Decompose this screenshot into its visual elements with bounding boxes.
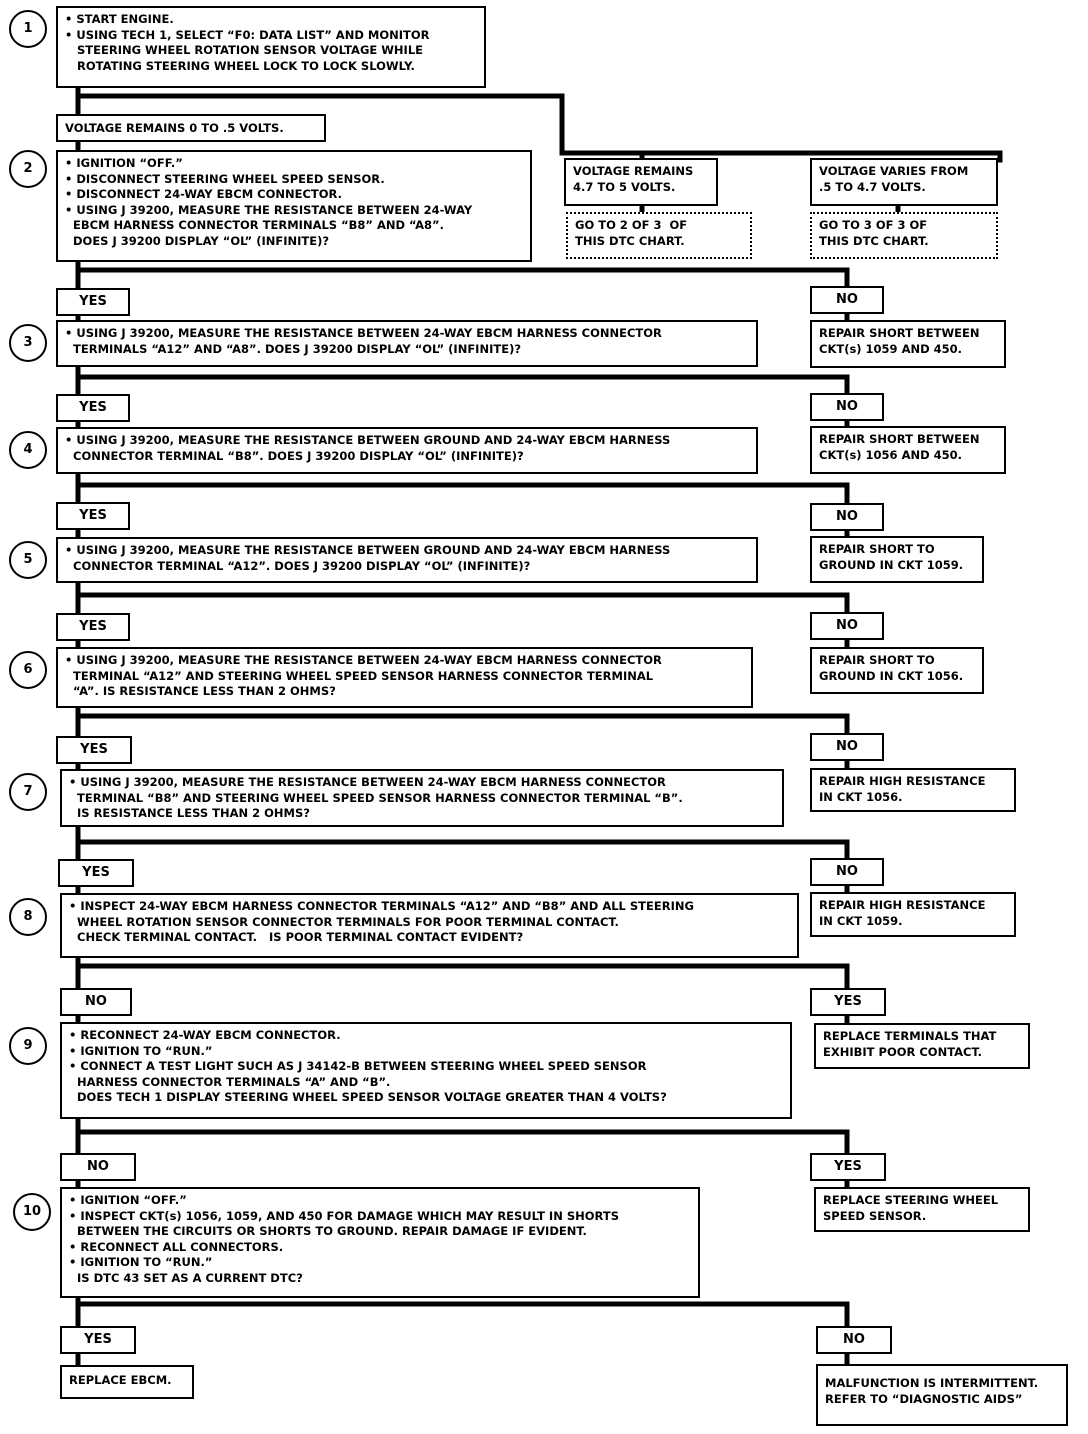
no-label-6: NO [810, 733, 884, 761]
outcome-step10-yes: REPLACE EBCM. [60, 1365, 194, 1399]
step-1-box: • START ENGINE. • USING TECH 1, SELECT “F0: DATA LIST” AND MONITOR STEERING WHEEL ROTATION SENSOR VOLTAGE WHILE ROTATING STEERING WHEEL LOCK TO LOCK SLOWLY. [56, 6, 486, 88]
step-number-2: 2 [9, 150, 47, 188]
outcome-step7-no: REPAIR HIGH RESISTANCE IN CKT 1059. [810, 892, 1016, 937]
no-label-4: NO [810, 503, 884, 531]
step-number-1: 1 [9, 10, 47, 48]
no-label-5: NO [810, 612, 884, 640]
outcome-step3-no: REPAIR SHORT BETWEEN CKT(s) 1056 AND 450. [810, 426, 1006, 474]
yes-label-2: YES [56, 288, 130, 316]
no-label-9: NO [60, 1153, 136, 1181]
yes-label-3: YES [56, 394, 130, 422]
outcome-step2-no: REPAIR SHORT BETWEEN CKT(s) 1059 AND 450. [810, 320, 1006, 368]
no-label-8: NO [60, 988, 132, 1016]
yes-label-6: YES [56, 736, 132, 764]
yes-label-7: YES [58, 859, 134, 887]
outcome-step5-no: REPAIR SHORT TO GROUND IN CKT 1056. [810, 647, 984, 694]
step-number-3: 3 [9, 324, 47, 362]
step-9-box: • RECONNECT 24-WAY EBCM CONNECTOR. • IGNITION TO “RUN.” • CONNECT A TEST LIGHT SUCH AS J 34142-B BETWEEN STEERING WHEEL SPEED SENSOR HARNESS CONNECTOR TERMINALS “A” AND “B”. DOES TECH 1 DISPLAY STEERING WHEEL SPEED SENSOR VOLTAGE GREATER THAN 4 VOLTS? [60, 1022, 792, 1119]
outcome-step9-yes: REPLACE STEERING WHEEL SPEED SENSOR. [814, 1187, 1030, 1232]
outcome-step6-no: REPAIR HIGH RESISTANCE IN CKT 1056. [810, 768, 1016, 812]
step-2-box: • IGNITION “OFF.” • DISCONNECT STEERING WHEEL SPEED SENSOR. • DISCONNECT 24-WAY EBCM CONNECTOR. • USING J 39200, MEASURE THE RESISTANCE BETWEEN 24-WAY EBCM HARNESS CONNECTOR TERMINALS “B8” AND “A8”. DOES J 39200 DISPLAY “OL” (INFINITE)? [56, 150, 532, 262]
yes-label-5: YES [56, 613, 130, 641]
no-label-7: NO [810, 858, 884, 886]
voltage-varies-box: VOLTAGE VARIES FROM .5 TO 4.7 VOLTS. [810, 158, 998, 206]
step-8-box: • INSPECT 24-WAY EBCM HARNESS CONNECTOR TERMINALS “A12” AND “B8” AND ALL STEERING WHEEL ROTATION SENSOR CONNECTOR TERMINALS FOR POOR TERMINAL CONTACT. CHECK TERMINAL CONTACT. IS POOR TERMINAL CONTACT EVIDENT? [60, 893, 799, 958]
outcome-step10-no: MALFUNCTION IS INTERMITTENT. REFER TO “DIAGNOSTIC AIDS” [816, 1364, 1068, 1426]
yes-label-4: YES [56, 502, 130, 530]
no-label-2: NO [810, 286, 884, 314]
goto-2-box: GO TO 2 OF 3 OF THIS DTC CHART. [566, 212, 752, 259]
no-label-10: NO [816, 1326, 892, 1354]
voltage-high-box: VOLTAGE REMAINS 4.7 TO 5 VOLTS. [564, 158, 718, 206]
step-3-box: • USING J 39200, MEASURE THE RESISTANCE BETWEEN 24-WAY EBCM HARNESS CONNECTOR TERMINALS “A12” AND “A8”. DOES J 39200 DISPLAY “OL” (INFINITE)? [56, 320, 758, 367]
outcome-step4-no: REPAIR SHORT TO GROUND IN CKT 1059. [810, 536, 984, 583]
step-6-box: • USING J 39200, MEASURE THE RESISTANCE BETWEEN 24-WAY EBCM HARNESS CONNECTOR TERMINAL “A12” AND STEERING WHEEL SPEED SENSOR HARNESS CONNECTOR TERMINAL “A”. IS RESISTANCE LESS THAN 2 OHMS? [56, 647, 753, 708]
step-5-box: • USING J 39200, MEASURE THE RESISTANCE BETWEEN GROUND AND 24-WAY EBCM HARNESS CONNECTOR TERMINAL “A12”. DOES J 39200 DISPLAY “OL” (INFINITE)? [56, 537, 758, 583]
step-number-4: 4 [9, 431, 47, 469]
step-number-5: 5 [9, 541, 47, 579]
no-label-3: NO [810, 393, 884, 421]
outcome-step8-yes: REPLACE TERMINALS THAT EXHIBIT POOR CONTACT. [814, 1023, 1030, 1069]
voltage-low-box: VOLTAGE REMAINS 0 TO .5 VOLTS. [56, 114, 326, 142]
step-number-7: 7 [9, 773, 47, 811]
step-4-box: • USING J 39200, MEASURE THE RESISTANCE BETWEEN GROUND AND 24-WAY EBCM HARNESS CONNECTOR TERMINAL “B8”. DOES J 39200 DISPLAY “OL” (INFINITE)? [56, 427, 758, 474]
step-number-8: 8 [9, 898, 47, 936]
yes-label-9: YES [810, 1153, 886, 1181]
step-number-10: 10 [13, 1193, 51, 1231]
goto-3-box: GO TO 3 OF 3 OF THIS DTC CHART. [810, 212, 998, 259]
step-number-9: 9 [9, 1027, 47, 1065]
step-10-box: • IGNITION “OFF.” • INSPECT CKT(s) 1056, 1059, AND 450 FOR DAMAGE WHICH MAY RESULT IN SHORTS BETWEEN THE CIRCUITS OR SHORTS TO GROUND. REPAIR DAMAGE IF EVIDENT. • RECONNECT ALL CONNECTORS. • IGNITION TO “RUN.” IS DTC 43 SET AS A CURRENT DTC? [60, 1187, 700, 1298]
yes-label-10: YES [60, 1326, 136, 1354]
step-number-6: 6 [9, 651, 47, 689]
step-7-box: • USING J 39200, MEASURE THE RESISTANCE BETWEEN 24-WAY EBCM HARNESS CONNECTOR TERMINAL “B8” AND STEERING WHEEL SPEED SENSOR HARNESS CONNECTOR TERMINAL “B”. IS RESISTANCE LESS THAN 2 OHMS? [60, 769, 784, 827]
yes-label-8: YES [810, 988, 886, 1016]
